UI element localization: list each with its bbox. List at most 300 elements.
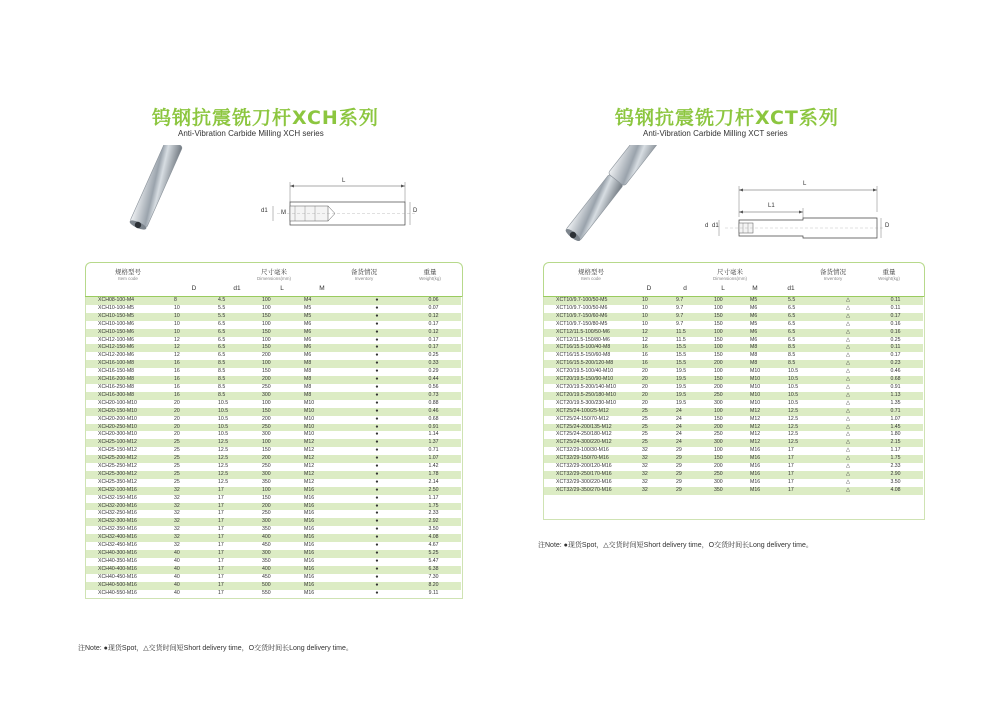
xct-cell-L: 250 [714,392,750,400]
xch-table-row [86,313,461,321]
xch-table-row [86,534,461,542]
xch-cell-inventory: ● [375,463,379,470]
xch-cell-d1: 8.5 [218,383,226,390]
xct-cell-M: M16 [750,447,761,454]
xch-cell-d1: 8.5 [218,360,262,368]
xct-cell-d1: 12.5 [788,408,828,416]
xch-table-row [86,392,461,400]
xch-cell-inventory: ● [375,510,379,517]
xct-cell-D: 12 [642,329,676,337]
xch-cell-weight: 8.20 [406,582,461,590]
xch-cell-item-code: XCH10-150-M5 [86,313,174,321]
xct-cell-weight: 1.80 [890,431,901,438]
xch-cell-D: 20 [174,399,180,406]
xch-cell-d1: 17 [218,526,224,533]
xch-cell-L: 200 [262,376,304,384]
xch-cell-inventory: ● [375,415,379,422]
xch-title: 钨钢抗震铣刀杆XCH系列 [152,107,379,129]
xct-cell-d1: 17 [788,471,828,479]
xct-cell-M: M12 [750,408,788,416]
xct-dim-L: L [803,181,807,187]
xct-cell-D: 12 [642,336,648,343]
xch-cell-d1: 12.5 [218,455,262,463]
xct-header-d1: d1 [787,285,795,292]
xct-cell-d: 24 [676,431,682,438]
xch-cell-weight: 1.78 [406,471,461,479]
xch-header-M: M [319,285,325,292]
xct-cell-d1: 6.5 [788,336,796,343]
xct-cell-d: 9.7 [676,297,714,305]
xct-cell-inventory: △ [846,352,850,359]
xct-cell-L: 200 [714,360,750,368]
xch-table-row [86,297,461,305]
xch-dim-d1: d1 [261,208,268,214]
xct-cell-d: 11.5 [676,329,714,337]
xch-cell-D: 25 [174,439,218,447]
xch-cell-weight: 1.17 [428,494,439,501]
xch-cell-d1: 10.5 [218,408,262,416]
xch-footnote: 注Note: ●现货Spot，△交货时间短Short delivery time，O交货时间长Long delivery time。 [78,645,353,652]
xct-cell-D: 20 [642,392,676,400]
xch-cell-item-code: XCH20-300-M10 [98,431,137,438]
xct-cell-d1: 6.5 [788,320,796,327]
xch-cell-inventory: ● [348,455,406,463]
xch-cell-d1: 12.5 [218,463,229,470]
xch-cell-L: 300 [262,471,304,479]
xch-cell-L: 350 [262,478,271,485]
xch-cell-weight: 0.33 [406,360,461,368]
xct-cell-d: 29 [676,463,682,470]
xch-cell-M: M16 [304,518,348,526]
xch-cell-weight: 0.68 [428,415,439,422]
xct-cell-M: M10 [750,392,788,400]
xct-table-row [544,376,923,384]
xch-cell-D: 10 [174,329,218,337]
xct-cell-M: M16 [750,478,761,485]
xct-cell-weight: 1.75 [868,455,923,463]
xch-cell-d1: 5.5 [218,313,262,321]
xch-table-row [86,455,461,463]
xch-cell-d1: 12.5 [218,478,229,485]
xch-cell-d1: 8.5 [218,392,262,400]
xch-cell-item-code: XCH32-250-M16 [98,510,137,517]
xch-cell-weight: 1.42 [428,463,439,470]
xch-cell-L: 200 [262,503,304,511]
xct-header-inventory-en: Inventory [823,276,843,281]
xct-cell-D: 32 [642,447,648,454]
xct-cell-d: 24 [676,415,682,422]
xch-cell-L: 100 [262,360,304,368]
xct-cell-d: 9.7 [676,320,684,327]
xch-cell-M: M16 [304,566,348,574]
xct-cell-d: 15.5 [676,352,687,359]
xch-table-row [86,368,461,376]
xct-header-item-cn: 规格型号 [578,269,604,276]
xch-cell-d1: 17 [218,589,224,596]
xch-cell-inventory: ● [375,542,379,549]
xch-cell-L: 250 [262,463,271,470]
xch-cell-weight: 2.14 [428,478,439,485]
xch-cell-inventory: ● [375,431,379,438]
xct-cell-M: M16 [750,463,761,470]
xch-cell-item-code: XCH25-200-M12 [86,455,174,463]
xct-cell-D: 20 [642,383,648,390]
xct-header-L: L [721,285,725,292]
xch-table-row [86,503,461,511]
xch-table-row [86,408,461,416]
xch-cell-d1: 10.5 [218,415,229,422]
xct-cell-d: 19.5 [676,392,714,400]
xct-cell-d1: 6.5 [788,304,796,311]
xct-cell-weight: 0.91 [890,383,901,390]
xch-cell-inventory: ● [348,392,406,400]
xct-dim-L1: L1 [768,203,775,209]
xct-header-M: M [752,285,758,292]
xct-cell-L: 150 [714,455,750,463]
xch-cell-M: M16 [304,503,348,511]
xch-cell-inventory: ● [348,360,406,368]
xch-cell-L: 100 [262,399,271,406]
xch-cell-d1: 6.5 [218,320,226,327]
xch-cell-d1: 5.5 [218,304,226,311]
xch-cell-weight: 0.06 [406,297,461,305]
xct-cell-L: 100 [714,329,750,337]
xch-cell-L: 150 [262,313,304,321]
xct-table-row [544,384,923,392]
xct-cell-d: 24 [676,439,714,447]
xch-cell-L: 150 [262,368,271,375]
xch-cell-L: 100 [262,336,271,343]
xch-cell-item-code: XCH40-550-M16 [98,589,137,596]
xch-cell-weight: 1.14 [428,431,439,438]
xch-cell-D: 20 [174,424,218,432]
xct-cell-d1: 17 [788,455,828,463]
xch-cell-inventory: ● [348,376,406,384]
xch-cell-inventory: ● [348,329,406,337]
xch-cell-d1: 17 [218,518,262,526]
xct-header-item-en: Item code [581,276,601,281]
xch-cell-weight: 0.73 [406,392,461,400]
xch-cell-L: 150 [262,447,271,454]
xct-cell-item-code: XCT20/19.5-250/180-M10 [544,392,642,400]
xct-cell-d: 15.5 [676,360,714,368]
xct-cell-D: 20 [642,368,648,375]
xch-cell-M: M16 [304,494,315,501]
xct-cell-item-code: XCT10/9.7-150/60-M6 [544,313,642,321]
xct-cell-d: 29 [676,478,682,485]
xct-cell-item-code: XCT16/15.5-200/120-M8 [544,360,642,368]
xch-cell-L: 450 [262,542,271,549]
xct-cell-d1: 6.5 [788,313,828,321]
xch-cell-item-code: XCH32-450-M16 [98,542,137,549]
xct-cell-inventory: △ [828,329,868,337]
xch-cell-M: M12 [304,463,315,470]
xch-header-dims-cn: 尺寸毫米 [261,269,287,276]
xct-cell-d1: 12.5 [788,439,828,447]
xch-table-header [85,262,463,298]
xct-cell-L: 100 [714,304,723,311]
xch-rod-illustration [118,145,258,245]
xch-cell-D: 40 [174,582,218,590]
xct-cell-d1: 12.5 [788,431,799,438]
xct-cell-weight: 0.71 [868,408,923,416]
xct-table-row [544,400,923,408]
xct-table-row [544,408,923,416]
xch-table-row [86,558,461,566]
xct-cell-inventory: △ [828,376,868,384]
xch-header-L: L [280,285,284,292]
xct-table-row [544,439,923,447]
xch-cell-D: 12 [174,352,180,359]
xch-cell-inventory: ● [348,487,406,495]
xct-cell-d: 19.5 [676,368,687,375]
xch-cell-weight: 3.50 [428,526,439,533]
xct-cell-inventory: △ [846,336,850,343]
xct-cell-inventory: △ [828,297,868,305]
xch-cell-inventory: ● [348,582,406,590]
xct-cell-inventory: △ [828,408,868,416]
xct-cell-item-code: XCT20/19.5-300/230-M10 [556,399,616,406]
xct-cell-d1: 6.5 [788,329,828,337]
xch-table-row [86,510,461,518]
xch-cell-item-code: XCH12-150-M6 [86,344,174,352]
xch-cell-d1: 12.5 [218,439,262,447]
xch-table-row [86,321,461,329]
xch-cell-d1: 10.5 [218,424,262,432]
xct-cell-item-code: XCT12/11.5-100/50-M6 [544,329,642,337]
xct-cell-d: 29 [676,471,714,479]
xch-cell-weight: 1.75 [406,503,461,511]
xct-cell-weight: 1.17 [890,447,901,454]
xch-cell-L: 550 [262,589,271,596]
xct-cell-weight: 2.90 [868,471,923,479]
xct-rod-illustration [555,145,705,255]
xch-table-row [86,582,461,590]
xch-cell-weight: 0.91 [406,424,461,432]
xch-cell-d1: 10.5 [218,431,229,438]
xct-cell-M: M12 [750,431,761,438]
xch-cell-item-code: XCH32-350-M16 [98,526,137,533]
xch-header-weight-en: Weight(kg) [419,276,441,281]
xch-cell-weight: 5.25 [406,550,461,558]
xch-cell-D: 10 [174,304,180,311]
xch-cell-L: 150 [262,329,304,337]
xct-cell-item-code: XCT10/9.7-100/50-M6 [556,304,608,311]
xct-cell-L: 300 [714,478,723,485]
xch-header-d1: d1 [233,285,241,292]
xch-subtitle: Anti-Vibration Carbide Milling XCH series [178,129,324,138]
xch-cell-D: 32 [174,518,218,526]
xch-cell-M: M16 [304,534,348,542]
xch-cell-L: 300 [262,392,304,400]
xct-table-row [544,321,923,329]
xct-cell-item-code: XCT12/11.5-150/80-M6 [556,336,610,343]
xch-cell-M: M8 [304,376,348,384]
xct-cell-M: M6 [750,336,758,343]
xch-table-row [86,526,461,534]
xct-cell-L: 150 [714,352,723,359]
xch-cell-L: 200 [262,415,271,422]
xch-cell-inventory: ● [375,304,379,311]
xch-cell-weight: 0.17 [428,336,439,343]
xch-cell-M: M16 [304,510,315,517]
xch-cell-item-code: XCH08-100-M4 [86,297,174,305]
xct-cell-L: 150 [714,313,750,321]
xct-cell-M: M10 [750,368,761,375]
xct-cell-inventory: △ [828,487,868,495]
xct-cell-weight: 3.50 [890,478,901,485]
xch-cell-weight: 0.71 [428,447,439,454]
xct-cell-weight: 0.68 [868,376,923,384]
xct-cell-D: 32 [642,463,648,470]
xch-cell-D: 20 [174,415,180,422]
xch-cell-d1: 8.5 [218,376,262,384]
xct-cell-D: 25 [642,431,648,438]
xch-table-row [86,447,461,455]
xct-cell-L: 150 [714,415,723,422]
xct-cell-weight: 0.25 [890,336,901,343]
xct-table-row [544,479,923,487]
xch-cell-item-code: XCH12-200-M6 [98,352,135,359]
xch-cell-weight: 0.17 [428,320,439,327]
xch-cell-M: M16 [304,557,315,564]
xct-cell-D: 32 [642,478,648,485]
xct-cell-weight: 2.33 [890,463,901,470]
xct-dim-d1: d1 [712,223,719,229]
xch-cell-D: 32 [174,494,180,501]
xct-cell-item-code: XCT25/24-300/220-M12 [544,439,642,447]
xct-cell-M: M12 [750,424,788,432]
xct-cell-item-code: XCT32/29-300/220-M16 [556,478,612,485]
xct-cell-d: 11.5 [676,336,686,343]
xct-cell-weight: 0.16 [890,320,901,327]
xch-cell-M: M12 [304,471,348,479]
xch-cell-L: 150 [262,408,304,416]
xct-cell-M: M16 [750,455,788,463]
xch-cell-L: 450 [262,573,271,580]
xch-cell-weight: 0.07 [428,304,439,311]
xct-cell-item-code: XCT20/19.5-150/90-M10 [544,376,642,384]
xch-cell-L: 100 [262,304,271,311]
xch-cell-L: 400 [262,566,304,574]
xct-table-header [543,262,925,298]
xct-cell-d1: 12.5 [788,415,799,422]
xct-cell-D: 32 [642,471,676,479]
xch-cell-D: 10 [174,313,218,321]
xch-cell-item-code: XCH10-100-M5 [98,304,135,311]
xch-cell-M: M6 [304,329,348,337]
xct-table-row [544,368,923,376]
xct-table-row [544,447,923,455]
xct-table-row [544,305,923,313]
xch-cell-D: 32 [174,534,218,542]
xch-cell-weight: 0.12 [406,329,461,337]
xct-cell-M: M6 [750,313,788,321]
xch-table-row [86,590,461,598]
xch-cell-M: M16 [304,542,315,549]
xct-cell-D: 10 [642,320,648,327]
xch-cell-M: M8 [304,360,348,368]
xch-cell-item-code: XCH12-100-M6 [98,336,135,343]
xch-cell-inventory: ● [375,383,379,390]
xct-cell-d1: 10.5 [788,368,799,375]
xct-cell-L: 200 [714,463,723,470]
xch-cell-item-code: XCH16-200-M8 [86,376,174,384]
xch-cell-d1: 12.5 [218,471,262,479]
xct-cell-L: 200 [714,383,723,390]
xct-cell-item-code: XCT20/19.5-100/40-M10 [556,368,614,375]
xch-cell-d1: 17 [218,494,224,501]
xct-header-dims-en: Dimensions(mm) [712,276,747,281]
xct-cell-L: 200 [714,424,750,432]
xch-cell-inventory: ● [375,368,379,375]
xch-cell-d1: 8.5 [218,368,226,375]
xct-cell-inventory: △ [828,344,868,352]
xch-cell-M: M8 [304,383,312,390]
xch-cell-weight: 4.08 [406,534,461,542]
xct-cell-L: 150 [714,336,723,343]
xch-cell-d1: 17 [218,557,224,564]
xch-table-row [86,463,461,471]
xch-cell-inventory: ● [348,424,406,432]
xch-cell-inventory: ● [375,320,379,327]
xch-table-row [86,344,461,352]
xch-cell-d1: 17 [218,582,262,590]
xch-table-row [86,518,461,526]
xct-header-d: d [683,285,687,292]
xch-table-row [86,424,461,432]
xct-cell-inventory: △ [846,415,850,422]
xct-cell-item-code: XCT25/24-100/25-M12 [544,408,642,416]
xch-cell-D: 32 [174,526,180,533]
xct-cell-inventory: △ [846,368,850,375]
xch-cell-M: M16 [304,589,315,596]
xct-cell-D: 25 [642,424,676,432]
xct-cell-M: M6 [750,329,788,337]
xch-cell-weight: 0.44 [406,376,461,384]
xch-cell-L: 150 [262,344,304,352]
xct-title: 钨钢抗震铣刀杆XCT系列 [615,107,839,129]
xct-cell-d1: 10.5 [788,376,828,384]
xch-cell-D: 32 [174,487,218,495]
xch-cell-M: M5 [304,304,312,311]
xct-cell-d: 24 [676,408,714,416]
xct-cell-weight: 1.07 [890,415,901,422]
xch-cell-D: 40 [174,557,180,564]
xct-cell-M: M5 [750,297,788,305]
xch-table-row [86,495,461,503]
xch-header-inventory-cn: 备货情况 [351,269,377,276]
xct-table-row [544,329,923,337]
xch-cell-M: M12 [304,455,348,463]
xch-cell-M: M12 [304,478,315,485]
xch-cell-M: M6 [304,344,348,352]
xct-cell-item-code: XCT32/29-200/120-M16 [556,463,612,470]
xct-cell-D: 20 [642,399,648,406]
xch-cell-L: 200 [262,455,304,463]
xch-cell-d1: 17 [218,503,262,511]
xct-cell-d1: 10.5 [788,399,799,406]
xch-cell-weight: 0.29 [428,368,439,375]
xch-table-row [86,542,461,550]
xct-table-row [544,471,923,479]
xct-footnote: 注Note: ●现货Spot，△交货时间短Short delivery time，O交货时间长Long delivery time。 [538,542,813,549]
xct-cell-L: 150 [714,320,723,327]
xch-cell-inventory: ● [375,447,379,454]
xch-cell-d1: 12.5 [218,447,229,454]
xct-cell-weight: 0.11 [868,344,923,352]
xct-cell-M: M12 [750,439,788,447]
